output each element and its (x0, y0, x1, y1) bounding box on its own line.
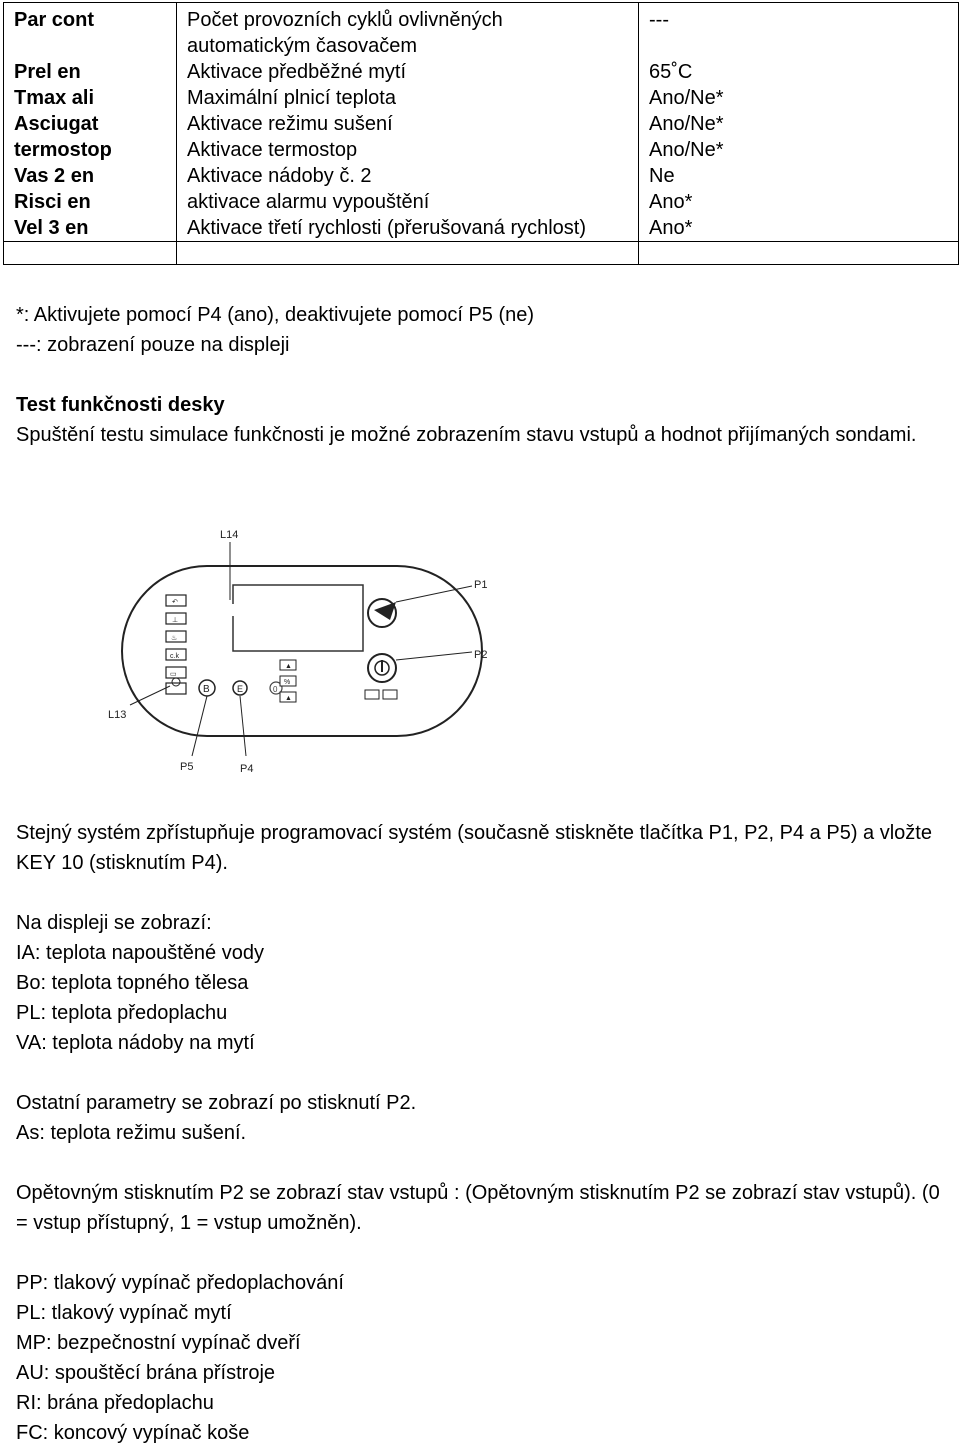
svg-text:▲: ▲ (285, 663, 292, 670)
svg-text:↶: ↶ (172, 599, 178, 606)
svg-text:▭: ▭ (170, 671, 177, 678)
p5-label: P5 (180, 761, 194, 773)
section-intro: Spuštění testu simulace funkčnosti je možné zobrazením stavu vstupů a hodnot přijímaných sondami. (16, 424, 917, 446)
table-row (4, 137, 959, 163)
list-item: Bo: teplota topného tělesa (16, 972, 249, 994)
param-value: 65˚C (639, 59, 959, 85)
param-desc: Aktivace termostop (177, 137, 639, 163)
key-icon (365, 690, 379, 699)
key-p5-label: B (203, 684, 210, 695)
list-item: PP: tlakový vypínač předoplachování (16, 1272, 344, 1294)
param-value: Ne (639, 163, 959, 189)
table-row (4, 215, 959, 242)
param-code: termostop (4, 137, 177, 163)
param-desc: Aktivace předběžné mytí (177, 59, 639, 85)
list-item: AU: spouštěcí brána přístroje (16, 1362, 276, 1384)
list-item: PL: tlakový vypínač mytí (16, 1302, 232, 1324)
parameter-table (3, 2, 959, 265)
programming-paragraph: Stejný systém zpřístupňuje programovací systém (současně stiskněte tlačítka P1, P2, P4 a P5) a vložte KEY 10 (stisknutím P4). (16, 822, 932, 874)
param-value: Ano* (639, 215, 959, 242)
param-desc: aktivace alarmu vypouštění (177, 189, 639, 215)
p1-arrow-icon (374, 602, 396, 620)
param-code: Tmax ali (4, 85, 177, 111)
drying-temp-line: As: teplota režimu sušení. (16, 1122, 247, 1144)
param-desc: Aktivace nádoby č. 2 (177, 163, 639, 189)
note-dashes: ---: zobrazení pouze na displeji (16, 334, 290, 356)
table-row (4, 85, 959, 111)
table-row (4, 163, 959, 189)
table-row (4, 111, 959, 137)
section-heading: Test funkčnosti desky (16, 394, 225, 416)
p4-label: P4 (240, 763, 254, 775)
control-panel-diagram (100, 520, 500, 780)
key-power-label: 0 (273, 685, 278, 694)
param-code: Prel en (4, 59, 177, 85)
l13-label: L13 (108, 709, 127, 721)
display-intro: Na displeji se zobrazí: (16, 912, 212, 934)
list-item: PL: teplota předoplachu (16, 1002, 228, 1024)
list-item: VA: teplota nádoby na mytí (16, 1032, 255, 1054)
param-value: Ano/Ne* (639, 85, 959, 111)
table-row (4, 189, 959, 215)
list-item: RI: brána předoplachu (16, 1392, 214, 1414)
table-row (4, 59, 959, 85)
svg-text:⊥: ⊥ (172, 617, 179, 624)
param-code: Vas 2 en (4, 163, 177, 189)
param-code: Vel 3 en (4, 215, 177, 242)
p1-label: P1 (474, 579, 488, 591)
note-asterisk: *: Aktivujete pomocí P4 (ano), deaktivujete pomocí P5 (ne) (16, 304, 535, 326)
list-item: FC: koncový vypínač koše (16, 1422, 250, 1444)
param-code: Risci en (4, 189, 177, 215)
svg-text:▲: ▲ (285, 695, 292, 702)
param-value: Ano/Ne* (639, 137, 959, 163)
list-item: IA: teplota napouštěné vody (16, 942, 264, 964)
key-p4-label: E (237, 684, 244, 694)
svg-text:c.k: c.k (170, 653, 179, 660)
p2-label: P2 (474, 649, 488, 661)
side-icons (166, 595, 186, 694)
param-value: Ano/Ne* (639, 111, 959, 137)
param-desc: Maximální plnicí teplota (177, 85, 639, 111)
display-window (233, 585, 363, 651)
list-item: MP: bezpečnostní vypínač dveří (16, 1332, 301, 1354)
inputs-intro: Opětovným stisknutím P2 se zobrazí stav vstupů : (Opětovným stisknutím P2 se zobrazí stav vstupů). (0 = vstup přístupný, 1 = vstup umožněn). (16, 1182, 940, 1234)
param-code: Asciugat (4, 111, 177, 137)
table-row (4, 3, 959, 60)
svg-text:♨: ♨ (171, 635, 178, 642)
svg-text:%: % (284, 679, 291, 686)
param-value: Ano* (639, 189, 959, 215)
param-desc: Aktivace režimu sušení (177, 111, 639, 137)
other-params-line: Ostatní parametry se zobrazí po stisknutí P2. (16, 1092, 417, 1114)
param-value: --- (639, 3, 959, 60)
lock-icon (383, 690, 397, 699)
param-desc: Aktivace třetí rychlosti (přerušovaná rychlost) (177, 215, 639, 242)
param-desc: Počet provozních cyklů ovlivněných automatickým časovačem (177, 3, 639, 60)
l14-label: L14 (220, 529, 239, 541)
table-row-empty (4, 242, 959, 265)
param-code: Par cont (4, 3, 177, 60)
drain-icon (166, 683, 186, 694)
